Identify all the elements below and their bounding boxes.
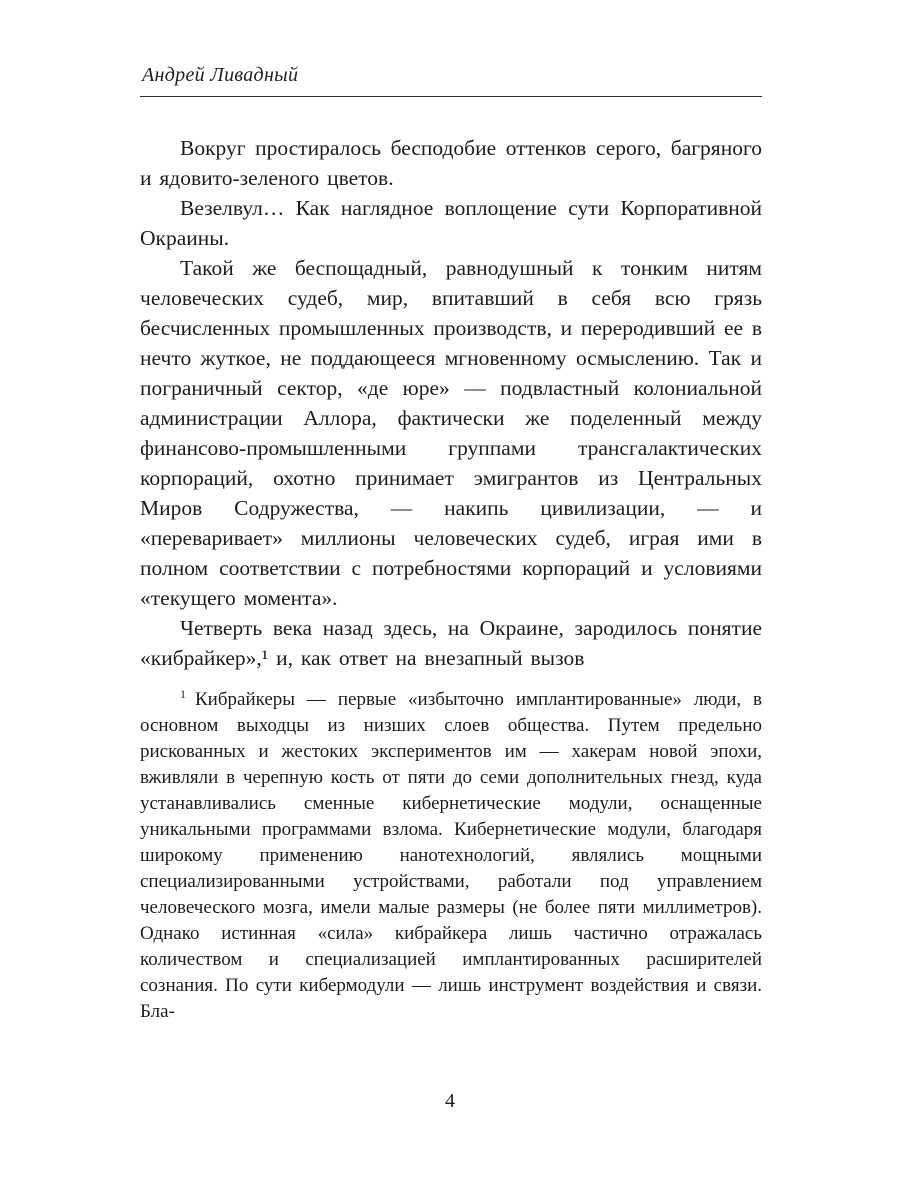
paragraph-2: Везелвул… Как наглядное воплощение сути Корпоративной Окраины. (140, 196, 762, 250)
page-body (140, 133, 762, 1025)
paragraph-4: Четверть века назад здесь, на Окраине, зародилось понятие «кибрайкер»,¹ и, как ответ на внезапный вызов (140, 616, 762, 670)
footnote-paragraph (140, 687, 762, 1025)
paragraph-3: Такой же беспощадный, равнодушный к тонким нитям человеческих судеб, мир, впитавший в себя всю грязь бесчисленных промышленных производств, и переродивший ее в нечто жуткое, не поддающееся мгновенному осмыслению. Так и пограничный сектор, «де юре» — подвластный колониальной администрации Аллора, фактически же поделенный между финансово-промышленными группами трансгалактических корпораций, охотно принимает эмигрантов из Центральных Миров Содружества, — накипь цивилизации, — и «переваривает» миллионы человеческих судеб, играя ими в полном соответствии с потребностями корпораций и условиями «текущего момента». (140, 256, 762, 610)
page-number: 4 (445, 1090, 455, 1112)
page-header (140, 64, 762, 97)
footnote-marker: 1 (180, 686, 186, 701)
running-header-author: Андрей Ливадный (142, 64, 299, 86)
footnote-block (140, 687, 762, 1025)
footnote-text: Кибрайкеры — первые «избыточно имплантированные» люди, в основном выходцы из низших слоев общества. Путем предельно рискованных и жестоких экспериментов им — хакерам новой эпохи, вживляли в черепную кость от пяти до семи дополнительных гнезд, куда устанавливались сменные кибернетические модули, оснащенные уникальными программами взлома. Кибернетические модули, благодаря широкому применению нанотехнологий, являлись мощными специализированными устройствами, работали под управлением человеческого мозга, имели малые размеры (не более пяти миллиметров). Однако истинная «сила» кибрайкера лишь частично отражалась количеством и специализацией имплантированных расширителей сознания. По сути кибермодули — лишь инструмент воздействия и связи. Бла- (140, 689, 762, 1022)
paragraph-1: Вокруг простиралось бесподобие оттенков серого, багряного и ядовито-зеленого цветов. (140, 136, 762, 190)
header-divider (140, 96, 762, 97)
